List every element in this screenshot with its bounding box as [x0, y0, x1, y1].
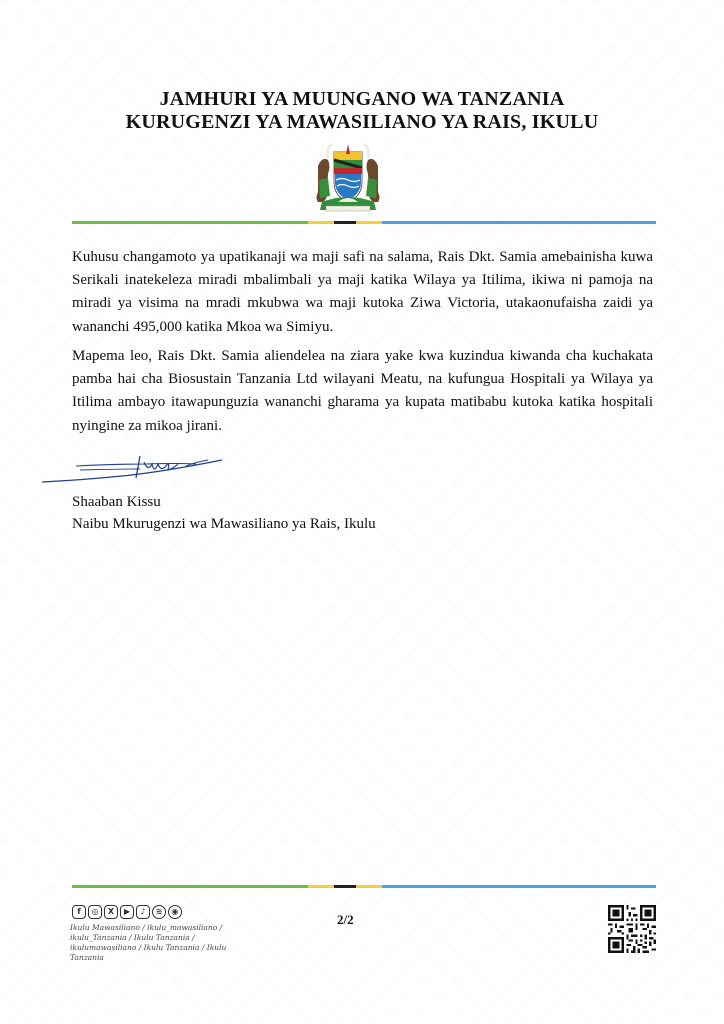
social-handles — [70, 923, 250, 963]
signatory-name: Shaaban Kissu — [72, 494, 161, 510]
footer-divider — [72, 885, 656, 888]
social-handles-line3: ikulumawasiliano / Ikulu Tanzania / Ikulu Tanzania — [70, 943, 227, 962]
handwritten-signature — [40, 452, 230, 492]
page-number: 2/2 — [337, 912, 354, 927]
body-paragraph-1: Kuhusu changamoto ya upatikanaji wa maji safi na salama, Rais Dkt. Samia amebainisha kuwa Serikali inatekeleza miradi mbalimbali ya maji katika Wilaya ya Itilima, ikiwa ni pamoja na miradi ya visima na mradi mkubwa wa maji kutoka Ziwa Victoria, utakaonufaisha zaidi ya wananchi 495,000 katika Mkoa wa Simiyu. — [72, 249, 653, 335]
header-title-line2: KURUGENZI YA MAWASILIANO YA RAIS, IKULU — [125, 111, 599, 133]
tiktok-icon[interactable]: ♪ — [136, 905, 150, 919]
spotify-icon[interactable]: ≋ — [152, 905, 166, 919]
youtube-icon[interactable]: ▶ — [120, 905, 134, 919]
x-icon[interactable]: X — [104, 905, 118, 919]
header-title-line1: JAMHURI YA MUUNGANO WA TANZANIA — [159, 88, 565, 110]
social-handles-line1: Ikulu Mawasiliano / ikulu_mawasiliano / — [70, 923, 223, 932]
facebook-icon[interactable]: f — [72, 905, 86, 919]
coat-of-arms-emblem — [312, 140, 384, 214]
body-paragraph-2: Mapema leo, Rais Dkt. Samia aliendelea na ziara yake kwa kuzindua kiwanda cha kuchakata pamba hai cha Biosustain Tanzania Ltd wilayani Meatu, na kufungua Hospitali ya Wilaya ya Itilima ambayo itawapunguzia wananchi gharama ya kupata matibabu kutoka katika hospitali nyingine za mikoa jirani. — [72, 348, 653, 434]
social-icons — [72, 905, 182, 919]
header-divider — [72, 221, 656, 224]
qr-code — [608, 905, 656, 953]
podcast-icon[interactable]: ◉ — [168, 905, 182, 919]
instagram-icon[interactable]: ◎ — [88, 905, 102, 919]
signatory-title: Naibu Mkurugenzi wa Mawasiliano ya Rais, Ikulu — [72, 516, 376, 532]
social-handles-line2: ikulu_Tanzania / Ikulu Tanzania / — [70, 933, 195, 942]
